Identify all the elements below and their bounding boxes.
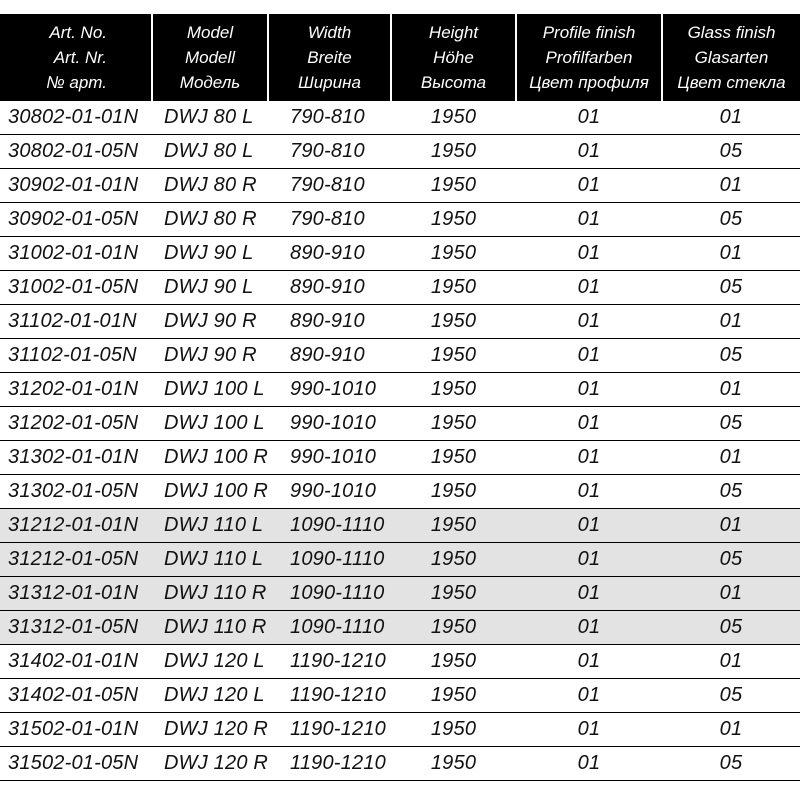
cell-glass-finish: 01 <box>662 169 800 203</box>
cell-model: DWJ 100 L <box>152 407 268 441</box>
header-glass-finish <box>662 14 800 101</box>
cell-height: 1950 <box>391 475 516 509</box>
cell-model: DWJ 90 R <box>152 305 268 339</box>
table-row <box>0 679 800 713</box>
cell-glass-finish: 01 <box>662 101 800 135</box>
table-row <box>0 645 800 679</box>
table-row <box>0 543 800 577</box>
cell-glass-finish: 01 <box>662 577 800 611</box>
cell-art-no: 31402-01-01N <box>0 645 152 679</box>
cell-glass-finish: 01 <box>662 509 800 543</box>
cell-art-no: 30802-01-05N <box>0 135 152 169</box>
cell-profile-finish: 01 <box>516 747 662 781</box>
spec-table <box>0 14 800 781</box>
cell-height: 1950 <box>391 339 516 373</box>
cell-glass-finish: 01 <box>662 645 800 679</box>
table-row <box>0 271 800 305</box>
header-profile-finish-ru: Цвет профиля <box>529 73 649 92</box>
cell-glass-finish: 01 <box>662 441 800 475</box>
cell-art-no: 31212-01-01N <box>0 509 152 543</box>
header-height <box>391 14 516 101</box>
cell-art-no: 31002-01-01N <box>0 237 152 271</box>
cell-height: 1950 <box>391 237 516 271</box>
cell-glass-finish: 05 <box>662 271 800 305</box>
cell-height: 1950 <box>391 543 516 577</box>
cell-art-no: 31302-01-01N <box>0 441 152 475</box>
table-row <box>0 475 800 509</box>
cell-model: DWJ 120 R <box>152 713 268 747</box>
cell-model: DWJ 100 R <box>152 475 268 509</box>
cell-art-no: 31102-01-05N <box>0 339 152 373</box>
cell-profile-finish: 01 <box>516 135 662 169</box>
cell-art-no: 31402-01-05N <box>0 679 152 713</box>
cell-height: 1950 <box>391 611 516 645</box>
table-row <box>0 203 800 237</box>
cell-model: DWJ 120 L <box>152 645 268 679</box>
cell-model: DWJ 110 R <box>152 577 268 611</box>
cell-art-no: 31002-01-05N <box>0 271 152 305</box>
table-row <box>0 169 800 203</box>
cell-art-no: 31302-01-05N <box>0 475 152 509</box>
cell-width: 790-810 <box>268 203 391 237</box>
cell-glass-finish: 05 <box>662 679 800 713</box>
cell-width: 1090-1110 <box>268 611 391 645</box>
cell-art-no: 30902-01-05N <box>0 203 152 237</box>
cell-height: 1950 <box>391 101 516 135</box>
cell-profile-finish: 01 <box>516 305 662 339</box>
cell-art-no: 30902-01-01N <box>0 169 152 203</box>
header-height-de: Höhe <box>433 48 474 67</box>
cell-profile-finish: 01 <box>516 169 662 203</box>
cell-model: DWJ 90 L <box>152 237 268 271</box>
header-glass-finish-en: Glass finish <box>687 23 776 42</box>
cell-profile-finish: 01 <box>516 713 662 747</box>
cell-profile-finish: 01 <box>516 475 662 509</box>
cell-width: 990-1010 <box>268 475 391 509</box>
cell-width: 1190-1210 <box>268 747 391 781</box>
cell-height: 1950 <box>391 509 516 543</box>
cell-glass-finish: 01 <box>662 305 800 339</box>
cell-art-no: 31212-01-05N <box>0 543 152 577</box>
cell-width: 790-810 <box>268 169 391 203</box>
cell-width: 1090-1110 <box>268 509 391 543</box>
cell-height: 1950 <box>391 373 516 407</box>
header-glass-finish-ru: Цвет стекла <box>677 73 786 92</box>
header-row <box>0 14 800 101</box>
cell-height: 1950 <box>391 271 516 305</box>
cell-model: DWJ 120 L <box>152 679 268 713</box>
table-row <box>0 339 800 373</box>
table-row <box>0 101 800 135</box>
cell-glass-finish: 01 <box>662 373 800 407</box>
cell-model: DWJ 110 R <box>152 611 268 645</box>
cell-height: 1950 <box>391 645 516 679</box>
header-glass-finish-de: Glasarten <box>694 48 769 67</box>
cell-glass-finish: 05 <box>662 747 800 781</box>
cell-model: DWJ 110 L <box>152 509 268 543</box>
cell-width: 790-810 <box>268 101 391 135</box>
cell-model: DWJ 80 L <box>152 101 268 135</box>
header-art-no-en: Art. No. <box>49 23 107 42</box>
header-width-de: Breite <box>307 48 352 67</box>
header-art-no <box>0 14 152 101</box>
cell-model: DWJ 120 R <box>152 747 268 781</box>
cell-glass-finish: 05 <box>662 611 800 645</box>
cell-glass-finish: 05 <box>662 203 800 237</box>
table-row <box>0 747 800 781</box>
cell-width: 990-1010 <box>268 441 391 475</box>
table-row <box>0 611 800 645</box>
cell-height: 1950 <box>391 407 516 441</box>
cell-model: DWJ 100 L <box>152 373 268 407</box>
header-width <box>268 14 391 101</box>
cell-model: DWJ 100 R <box>152 441 268 475</box>
cell-width: 790-810 <box>268 135 391 169</box>
cell-model: DWJ 80 R <box>152 169 268 203</box>
cell-model: DWJ 90 L <box>152 271 268 305</box>
header-art-no-ru: № арт. <box>46 73 107 92</box>
cell-model: DWJ 80 L <box>152 135 268 169</box>
cell-profile-finish: 01 <box>516 577 662 611</box>
cell-glass-finish: 05 <box>662 475 800 509</box>
header-width-en: Width <box>307 23 352 42</box>
cell-width: 990-1010 <box>268 373 391 407</box>
header-model <box>152 14 268 101</box>
cell-profile-finish: 01 <box>516 543 662 577</box>
header-height-en: Height <box>428 23 479 42</box>
header-model-ru: Модель <box>179 73 241 92</box>
cell-profile-finish: 01 <box>516 611 662 645</box>
table-row <box>0 577 800 611</box>
cell-art-no: 31502-01-05N <box>0 747 152 781</box>
table-row <box>0 509 800 543</box>
cell-profile-finish: 01 <box>516 407 662 441</box>
header-profile-finish-en: Profile finish <box>542 23 636 42</box>
cell-height: 1950 <box>391 679 516 713</box>
cell-height: 1950 <box>391 713 516 747</box>
cell-width: 1190-1210 <box>268 679 391 713</box>
cell-glass-finish: 01 <box>662 237 800 271</box>
cell-art-no: 31312-01-01N <box>0 577 152 611</box>
cell-model: DWJ 110 L <box>152 543 268 577</box>
cell-profile-finish: 01 <box>516 679 662 713</box>
cell-profile-finish: 01 <box>516 509 662 543</box>
cell-height: 1950 <box>391 305 516 339</box>
cell-height: 1950 <box>391 135 516 169</box>
cell-width: 1190-1210 <box>268 713 391 747</box>
cell-glass-finish: 05 <box>662 339 800 373</box>
table-row <box>0 441 800 475</box>
table-body <box>0 101 800 781</box>
cell-profile-finish: 01 <box>516 339 662 373</box>
cell-glass-finish: 05 <box>662 543 800 577</box>
cell-profile-finish: 01 <box>516 441 662 475</box>
cell-art-no: 31202-01-05N <box>0 407 152 441</box>
cell-width: 890-910 <box>268 237 391 271</box>
cell-width: 1090-1110 <box>268 543 391 577</box>
table-row <box>0 135 800 169</box>
cell-profile-finish: 01 <box>516 645 662 679</box>
cell-height: 1950 <box>391 441 516 475</box>
cell-profile-finish: 01 <box>516 271 662 305</box>
cell-art-no: 31502-01-01N <box>0 713 152 747</box>
cell-width: 890-910 <box>268 271 391 305</box>
table-row <box>0 713 800 747</box>
header-width-ru: Ширина <box>298 73 361 92</box>
header-height-ru: Высота <box>420 73 487 92</box>
cell-width: 1090-1110 <box>268 577 391 611</box>
cell-width: 990-1010 <box>268 407 391 441</box>
header-model-de: Modell <box>184 48 236 67</box>
header-art-no-de: Art. Nr. <box>53 48 107 67</box>
cell-profile-finish: 01 <box>516 203 662 237</box>
cell-width: 1190-1210 <box>268 645 391 679</box>
table-row <box>0 237 800 271</box>
cell-glass-finish: 05 <box>662 407 800 441</box>
cell-profile-finish: 01 <box>516 101 662 135</box>
cell-model: DWJ 90 R <box>152 339 268 373</box>
cell-model: DWJ 80 R <box>152 203 268 237</box>
cell-glass-finish: 05 <box>662 135 800 169</box>
cell-art-no: 31102-01-01N <box>0 305 152 339</box>
header-profile-finish <box>516 14 662 101</box>
cell-art-no: 31312-01-05N <box>0 611 152 645</box>
cell-glass-finish: 01 <box>662 713 800 747</box>
table-header <box>0 14 800 101</box>
cell-height: 1950 <box>391 747 516 781</box>
cell-height: 1950 <box>391 169 516 203</box>
cell-art-no: 30802-01-01N <box>0 101 152 135</box>
table-row <box>0 407 800 441</box>
header-model-en: Model <box>186 23 234 42</box>
header-profile-finish-de: Profilfarben <box>545 48 633 67</box>
cell-height: 1950 <box>391 203 516 237</box>
cell-profile-finish: 01 <box>516 373 662 407</box>
cell-profile-finish: 01 <box>516 237 662 271</box>
table-row <box>0 373 800 407</box>
cell-width: 890-910 <box>268 339 391 373</box>
table-row <box>0 305 800 339</box>
cell-height: 1950 <box>391 577 516 611</box>
cell-art-no: 31202-01-01N <box>0 373 152 407</box>
cell-width: 890-910 <box>268 305 391 339</box>
